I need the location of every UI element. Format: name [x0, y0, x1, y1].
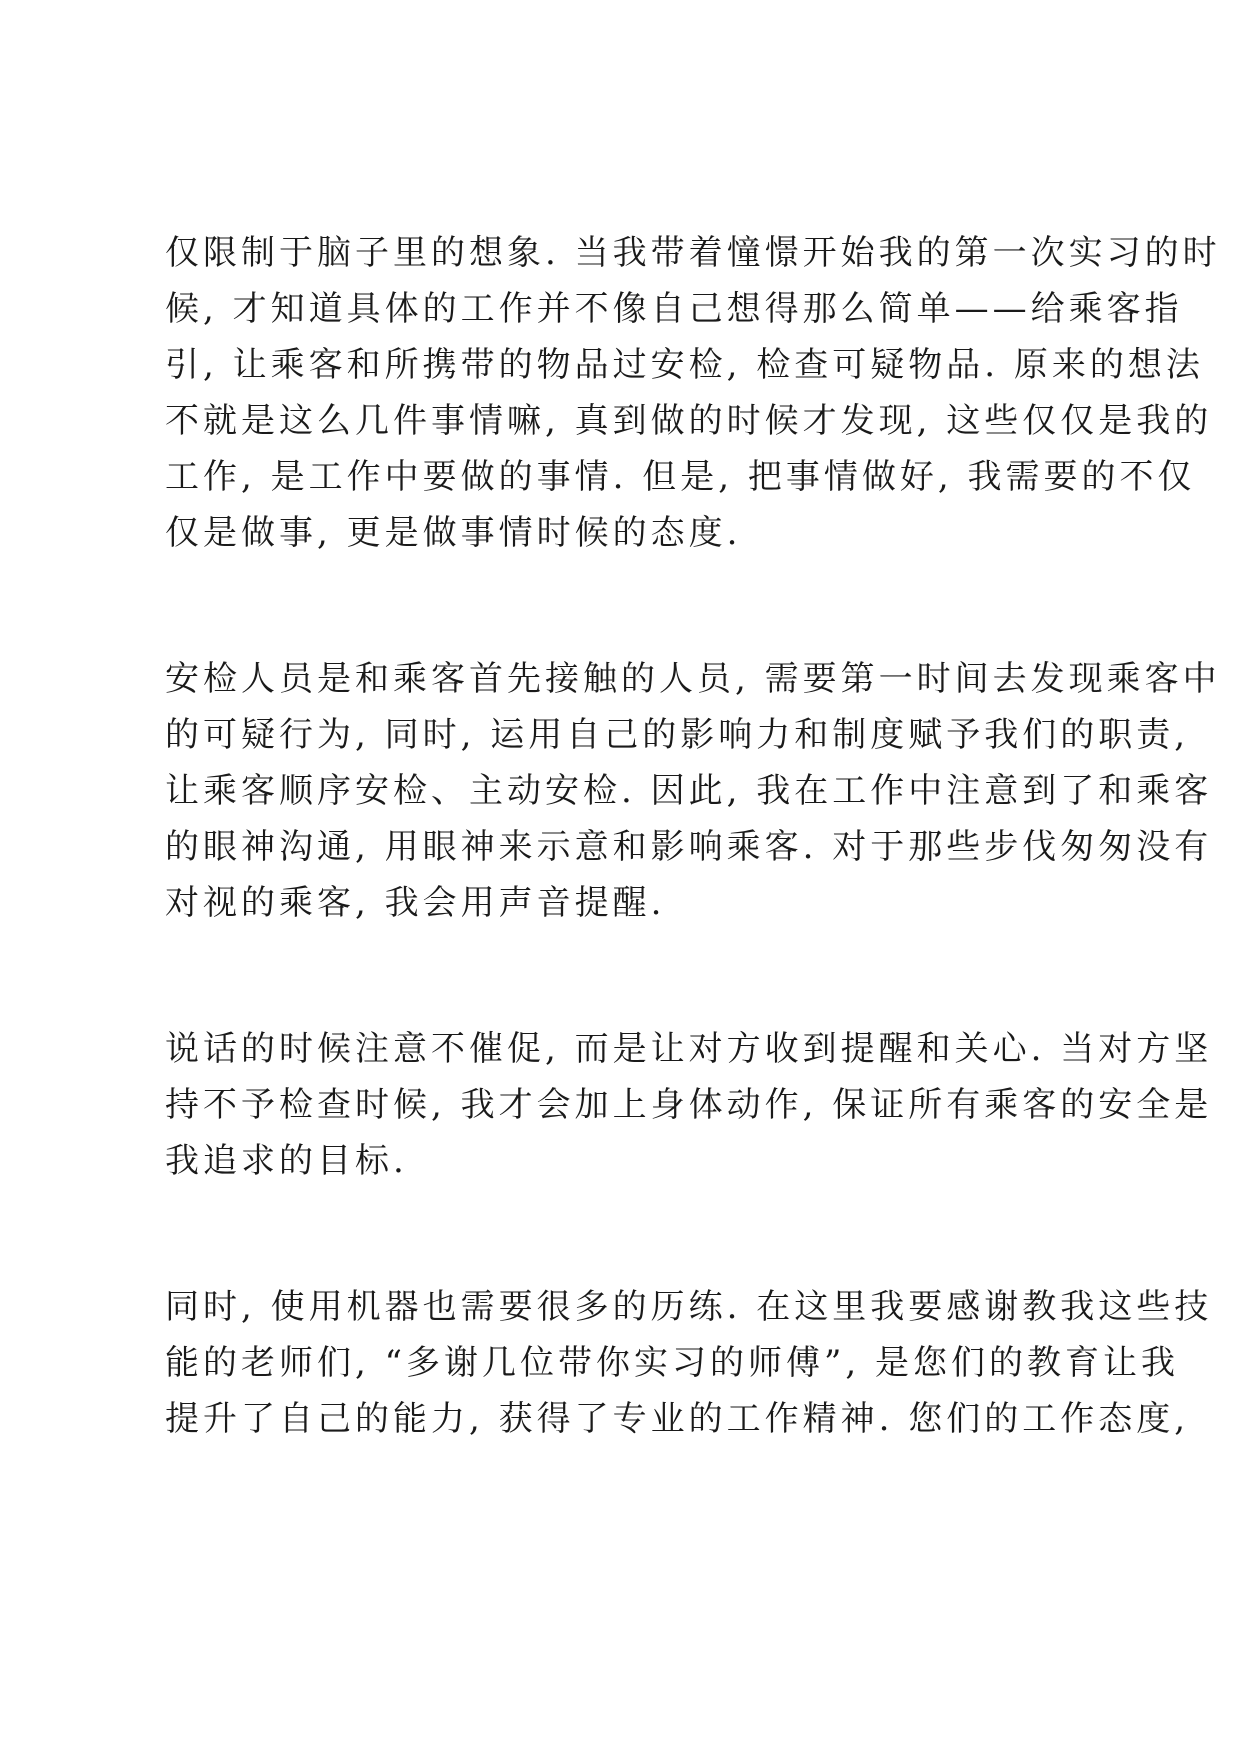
text-line: 引, 让乘客和所携带的物品过安检, 检查可疑物品. 原来的想法 [165, 345, 1204, 385]
text-line: 让乘客顺序安检、主动安检. 因此, 我在工作中注意到了和乘客 [165, 771, 1213, 811]
paragraph-4 [165, 1279, 1213, 1447]
text-line: 的可疑行为, 同时, 运用自己的影响力和制度赋予我们的职责, [165, 715, 1190, 755]
paragraph-3 [165, 1021, 1213, 1189]
document-body [165, 225, 1221, 1537]
text-line: 仅是做事, 更是做事情时候的态度. [165, 513, 742, 553]
paragraph-1 [165, 225, 1221, 561]
text-line: 的眼神沟通, 用眼神来示意和影响乘客. 对于那些步伐匆匆没有 [165, 827, 1213, 867]
text-line: 对视的乘客, 我会用声音提醒. [165, 883, 666, 923]
text-line: 持不予检查时候, 我才会加上身体动作, 保证所有乘客的安全是 [165, 1085, 1213, 1125]
text-line: 仅限制于脑子里的想象. 当我带着憧憬开始我的第一次实习的时 [165, 233, 1221, 273]
text-line: 我追求的目标. [165, 1141, 408, 1181]
text-line: 同时, 使用机器也需要很多的历练. 在这里我要感谢教我这些技 [165, 1287, 1213, 1327]
text-line: 候, 才知道具体的工作并不像自己想得那么简单——给乘客指 [165, 289, 1183, 329]
text-line: 说话的时候注意不催促, 而是让对方收到提醒和关心. 当对方坚 [165, 1029, 1213, 1069]
text-line: 安检人员是和乘客首先接触的人员, 需要第一时间去发现乘客中 [165, 659, 1221, 699]
paragraph-2 [165, 651, 1221, 931]
text-line: 不就是这么几件事情嘛, 真到做的时候才发现, 这些仅仅是我的 [165, 401, 1213, 441]
text-line: 能的老师们, “多谢几位带你实习的师傅”, 是您们的教育让我 [165, 1343, 1179, 1383]
text-line: 工作, 是工作中要做的事情. 但是, 把事情做好, 我需要的不仅 [165, 457, 1196, 497]
text-line: 提升了自己的能力, 获得了专业的工作精神. 您们的工作态度, [165, 1399, 1190, 1439]
